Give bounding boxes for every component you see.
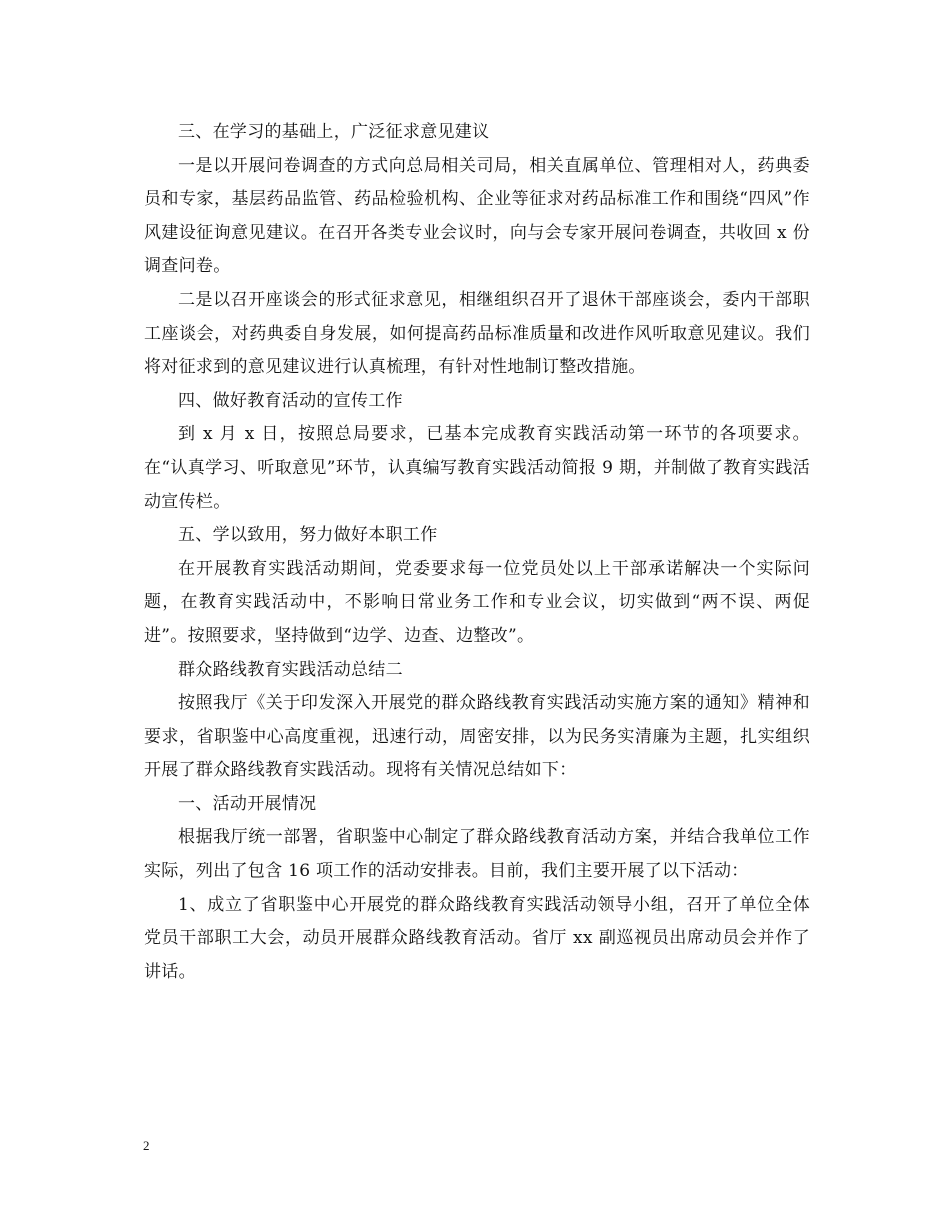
paragraph-symposium: 二是以召开座谈会的形式征求意见，相继组织召开了退休干部座谈会，委内干部职工座谈会，对药典委自身发展，如何提高药品标准质量和改进作风听取意见建议。我们将对征求到的意见建议进行认真梳理，有针对性地制订整改措施。 bbox=[144, 289, 810, 378]
section-heading-5: 五、学以致用，努力做好本职工作 bbox=[178, 525, 438, 546]
paragraph-duties: 在开展教育实践活动期间，党委要求每一位党员处以上干部承诺解决一个实际问题，在教育实践活动中，不影响日常业务工作和专业会议，切实做到“两不误、两促进”。按照要求，坚持做到“边学、边查、边整改”。 bbox=[144, 558, 810, 646]
section-heading-4: 四、做好教育活动的宣传工作 bbox=[178, 390, 403, 411]
paragraph-deployment: 根据我厅统一部署，省职鉴中心制定了群众路线教育活动方案，并结合我单位工作实际，列出了包含 16 项工作的活动安排表。目前，我们主要开展了以下活动： bbox=[144, 827, 810, 882]
document-body bbox=[144, 116, 810, 989]
summary-two-title: 群众路线教育实践活动总结二 bbox=[178, 659, 403, 680]
paragraph-questionnaire: 一是以开展问卷调查的方式向总局相关司局，相关直属单位、管理相对人，药典委员和专家，基层药品监管、药品检验机构、企业等征求对药品标准工作和围绕“四风”作风建设征询意见建议。在召开各类专业会议时，向与会专家开展问卷调查，共收回 x 份调查问卷。 bbox=[144, 155, 810, 277]
page-number: 2 bbox=[143, 1138, 150, 1153]
paragraph-intro: 按照我厅《关于印发深入开展党的群众路线教育实践活动实施方案的通知》精神和要求，省职鉴中心高度重视，迅速行动，周密安排，以为民务实清廉为主题，扎实组织开展了群众路线教育实践活动。现将有关情况总结如下： bbox=[144, 693, 810, 781]
section-heading-3: 三、在学习的基础上，广泛征求意见建议 bbox=[178, 122, 490, 142]
paragraph-publicity: 到 x 月 x 日，按照总局要求，已基本完成教育实践活动第一环节的各项要求。在“认真学习、听取意见”环节，认真编写教育实践活动简报 9 期，并制做了教育实践活动宣传栏。 bbox=[144, 424, 810, 512]
section-heading-1: 一、活动开展情况 bbox=[178, 793, 317, 814]
paragraph-item-1: 1、成立了省职鉴中心开展党的群众路线教育实践活动领导小组，召开了单位全体党员干部职工大会，动员开展群众路线教育活动。省厅 xx 副巡视员出席动员会并作了讲话。 bbox=[144, 894, 810, 982]
